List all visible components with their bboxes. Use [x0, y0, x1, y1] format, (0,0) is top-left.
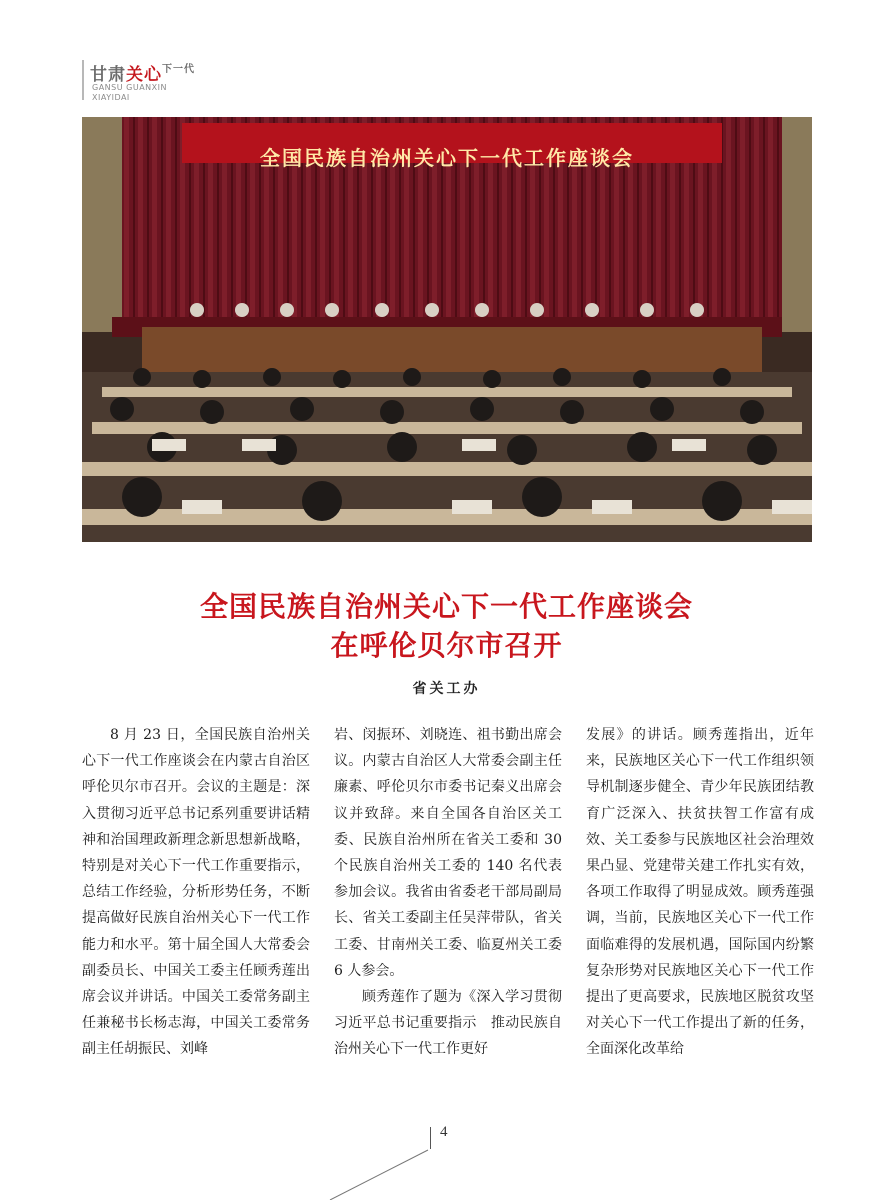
- conference-photo: [82, 117, 812, 542]
- logo-english-line2: XIAYIDAI: [92, 93, 130, 102]
- logo-divider: [82, 60, 90, 100]
- logo-small-text: 下一代: [162, 64, 195, 75]
- body-column-3: [586, 722, 814, 1063]
- magazine-logo: [82, 60, 202, 104]
- body-column-1: [82, 722, 310, 1063]
- conference-scene: [82, 117, 812, 542]
- paragraph: 发展》的讲话。顾秀莲指出，近年来，民族地区关心下一代工作组织领导机制逐步健全、青少年民族团结教育广泛深入、扶贫扶智工作富有成效、关工委参与民族地区社会治理效果凸显、党建带关建工作扎实有效，各项工作取得了明显成效。顾秀莲强调，当前，民族地区关心下一代工作面临难得的发展机遇，国际国内纷繁复杂形势对民族地区关心下一代工作提出了更高要求，民族地区脱贫攻坚对关心下一代工作提出了新的任务，全面深化改革给: [586, 727, 814, 1058]
- page-number-divider: [430, 1127, 431, 1149]
- article-title-line1: 全国民族自治州关心下一代工作座谈会: [199, 590, 693, 623]
- logo-english-line1: GANSU GUANXIN: [92, 83, 167, 92]
- article-title-line2: 在呼伦贝尔市召开: [330, 629, 563, 662]
- paragraph: 顾秀莲作了题为《深入学习贯彻习近平总书记重要指示 推动民族自治州关心下一代工作更好: [334, 989, 562, 1058]
- logo-main-text: 甘肃: [90, 65, 126, 85]
- logo-accent-text: 关心: [126, 65, 162, 85]
- logo-title: [90, 60, 195, 85]
- body-column-2: [334, 722, 562, 1063]
- article-author: 省关工办: [412, 681, 481, 697]
- paragraph: 岩、闵振环、刘晓连、祖书勤出席会议。内蒙古自治区人大常委会副主任廉素、呼伦贝尔市委书记秦义出席会议并致辞。来自全国各自治区关工委、民族自治州所在省关工委和 30 个民族自治州关工委的 140 名代表参加会议。我省由省委老干部局副局长、省关工委副主任吴萍带队，省关工委、甘南州关工委、临夏州关工委 6 人参会。: [334, 727, 562, 979]
- page-number: 4: [440, 1124, 448, 1140]
- stage-banner-text: 全国民族自治州关心下一代工作座谈会: [260, 146, 634, 170]
- paragraph: 8 月 23 日，全国民族自治州关心下一代工作座谈会在内蒙古自治区呼伦贝尔市召开。会议的主题是：深入贯彻习近平总书记系列重要讲话精神和治国理政新理念新思想新战略，特别是对关心下一代工作重要指示，总结工作经验，分析形势任务，不断提高做好民族自治州关心下一代工作能力和水平。第十届全国人大常委会副委员长、中国关工委主任顾秀莲出席会议并讲话。中国关工委常务副主任兼秘书长杨志海，中国关工委常务副主任胡振民、刘峰: [82, 727, 310, 1058]
- rostrum-table: [142, 327, 762, 372]
